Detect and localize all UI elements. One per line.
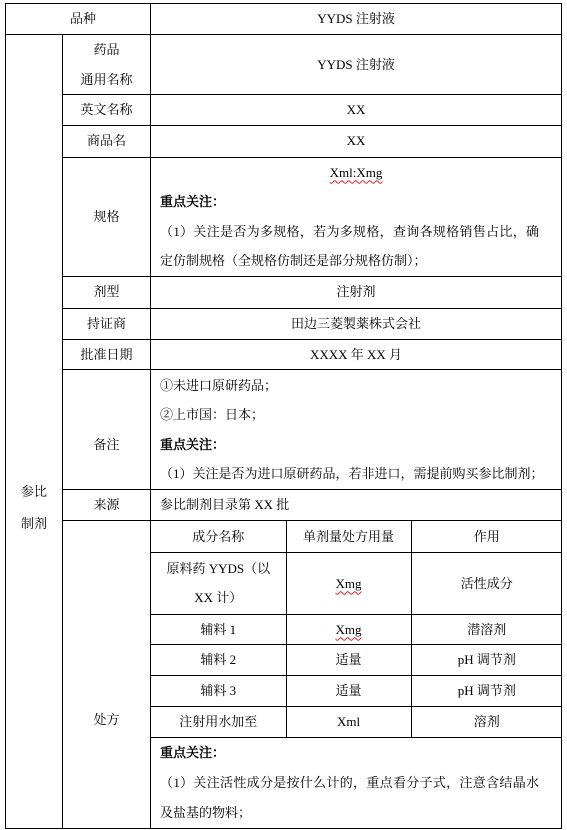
formulation-focus-title: 重点关注： xyxy=(160,745,226,760)
ingredient-name: 辅料 2 xyxy=(151,644,286,675)
english-name-row xyxy=(6,95,562,126)
english-name-label: 英文名称 xyxy=(63,95,151,126)
source-value: 参比制剂目录第 XX 批 xyxy=(151,490,562,521)
remarks-focus-text: （1）关注是否为进口原研药品，若非进口，需提前购买参比制剂； xyxy=(160,466,544,481)
remarks-item: ①未进口原研药品； xyxy=(160,377,278,393)
column-header: 作用 xyxy=(411,521,562,552)
variety-label: 品种 xyxy=(6,4,151,35)
ingredient-role: 活性成分 xyxy=(411,552,562,614)
ingredient-amount: 适量 xyxy=(286,675,411,706)
formulation-notes xyxy=(151,737,561,828)
specification-content xyxy=(151,157,562,276)
source-row xyxy=(6,490,562,521)
specification-focus-text: （1）关注是否为多规格，若为多规格，查询各规格销售占比，确定仿制规格（全规格仿制还是部分规格仿制）； xyxy=(160,223,540,268)
source-label: 来源 xyxy=(63,490,151,521)
specification-row xyxy=(6,157,562,276)
ingredient-role: pH 调节剂 xyxy=(411,675,562,706)
formulation-focus-text: （1）关注活性成分是按什么计的，重点看分子式，注意含结晶水及盐基的物料； xyxy=(160,775,540,820)
specification-label: 规格 xyxy=(63,157,151,276)
specification-value: Xml:Xmg xyxy=(329,164,383,180)
approval-date-label: 批准日期 xyxy=(63,339,151,370)
formulation-content xyxy=(151,521,562,829)
approval-date-row xyxy=(6,339,562,370)
holder-row xyxy=(6,308,562,339)
ingredient-name: 辅料 3 xyxy=(151,675,286,706)
generic-name-label-line: 通用名称 xyxy=(80,71,133,87)
table-row xyxy=(151,675,562,706)
english-name-value: XX xyxy=(151,95,562,126)
specification-focus-title: 重点关注： xyxy=(160,194,226,209)
ingredient-amount: Xml xyxy=(286,706,411,737)
ingredient-role: pH 调节剂 xyxy=(411,644,562,675)
variety-row xyxy=(6,4,562,35)
dosage-form-value: 注射剂 xyxy=(151,276,562,308)
generic-name-label-line: 药品 xyxy=(93,42,120,57)
dosage-form-row xyxy=(6,276,562,308)
ingredient-amount-text: Xmg xyxy=(335,575,362,591)
trade-name-row xyxy=(6,125,562,157)
reference-group-cell xyxy=(6,35,63,829)
generic-name-row xyxy=(6,35,562,95)
ingredient-name: 辅料 1 xyxy=(151,614,286,644)
column-header: 单剂量处方用量 xyxy=(286,521,411,552)
formulation-row xyxy=(6,521,562,829)
ingredient-amount-text: Xmg xyxy=(335,621,362,637)
table-row xyxy=(151,614,562,644)
remarks-label: 备注 xyxy=(63,370,151,490)
table-row xyxy=(151,644,562,675)
formulation-header-row xyxy=(151,521,562,552)
specification-value-line xyxy=(160,158,552,188)
approval-date-value: XXXX 年 XX 月 xyxy=(151,339,562,370)
ingredient-amount: 适量 xyxy=(286,644,411,675)
trade-name-label: 商品名 xyxy=(63,125,151,157)
formulation-label: 处方 xyxy=(63,521,151,829)
holder-label: 持证商 xyxy=(63,308,151,339)
formulation-table xyxy=(151,521,562,737)
reference-group-label: 参比制剂 xyxy=(20,483,47,531)
ingredient-role: 潜溶剂 xyxy=(411,614,562,644)
ingredient-name: 注射用水加至 xyxy=(151,706,286,737)
trade-name-value: XX xyxy=(151,125,562,157)
dosage-form-label: 剂型 xyxy=(63,276,151,308)
generic-name-label xyxy=(63,35,151,95)
drug-info-table xyxy=(5,3,562,829)
ingredient-role: 溶剂 xyxy=(411,706,562,737)
remarks-row xyxy=(6,370,562,490)
variety-value: YYDS 注射液 xyxy=(151,4,562,35)
table-row xyxy=(151,552,562,614)
ingredient-name: 原料药 YYDS（以 XX 计） xyxy=(151,552,286,614)
ingredient-amount xyxy=(286,614,411,644)
ingredient-amount xyxy=(286,552,411,614)
generic-name-value: YYDS 注射液 xyxy=(151,35,562,95)
holder-value: 田边三菱製薬株式会社 xyxy=(151,308,562,339)
remarks-focus-title: 重点关注： xyxy=(160,436,226,452)
column-header: 成分名称 xyxy=(151,521,286,552)
remarks-content xyxy=(151,370,562,490)
table-row xyxy=(151,706,562,737)
remarks-item: ②上市国：日本； xyxy=(160,407,265,422)
